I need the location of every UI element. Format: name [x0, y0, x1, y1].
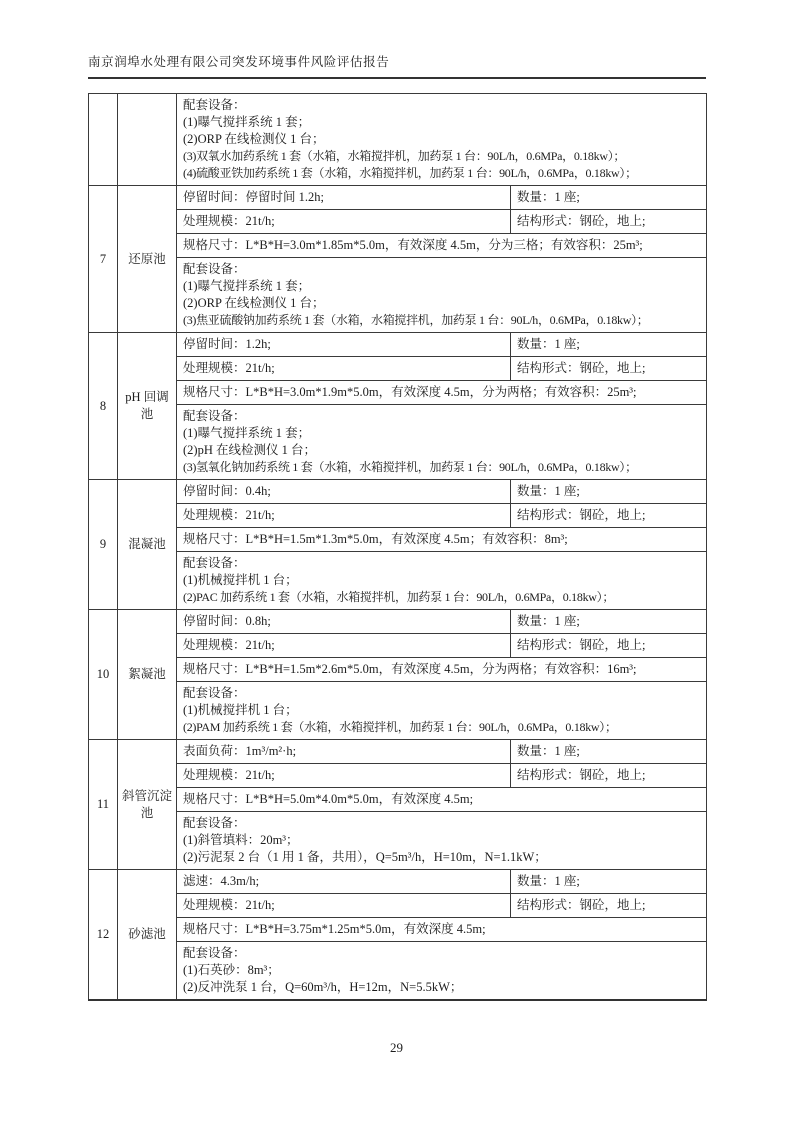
- capacity-cell: 处理规模：21t/h;: [177, 764, 511, 788]
- equipment-cell: [177, 405, 707, 480]
- equipment-cell: [177, 682, 707, 740]
- structure-cell: 结构形式：钢砼，地上;: [511, 894, 707, 918]
- capacity-cell: 处理规模：21t/h;: [177, 894, 511, 918]
- spec-cell: 规格尺寸：L*B*H=5.0m*4.0m*5.0m，有效深度 4.5m;: [177, 788, 707, 812]
- equipment-line: (4)硫酸亚铁加药系统 1 套（水箱，水箱搅拌机，加药泵 1 台：90L/h，0.6MPa，0.18kw）；: [183, 166, 637, 180]
- equipment-line: (2)反冲洗泵 1 台，Q=60m³/h，H=12m，N=5.5kW；: [183, 980, 463, 994]
- param-cell: 停留时间：停留时间 1.2h;: [177, 186, 511, 210]
- equipment-line: (1)曝气搅拌系统 1 套；: [183, 279, 311, 293]
- table-row: [89, 552, 707, 610]
- table-row: [89, 764, 707, 788]
- spec-cell: 规格尺寸：L*B*H=3.0m*1.9m*5.0m，有效深度 4.5m，分为两格；有效容积：25m³;: [177, 381, 707, 405]
- table-row: [89, 610, 707, 634]
- quantity-cell: 数量：1 座;: [511, 186, 707, 210]
- structure-cell: 结构形式：钢砼，地上;: [511, 764, 707, 788]
- capacity-cell: 处理规模：21t/h;: [177, 210, 511, 234]
- capacity-cell: 处理规模：21t/h;: [177, 504, 511, 528]
- equipment-cell: [177, 258, 707, 333]
- equipment-cell: [177, 552, 707, 610]
- equipment-line: (2)pH 在线检测仪 1 台；: [183, 443, 316, 457]
- equipment-line: 配套设备：: [183, 816, 246, 830]
- capacity-cell: 处理规模：21t/h;: [177, 357, 511, 381]
- quantity-cell: 数量：1 座;: [511, 870, 707, 894]
- spec-cell: 规格尺寸：L*B*H=3.0m*1.85m*5.0m，有效深度 4.5m，分为三格；有效容积：25m³;: [177, 234, 707, 258]
- report-header: 南京润埠水处理有限公司突发环境事件风险评估报告: [88, 52, 706, 79]
- pool-name: 砂滤池: [118, 870, 177, 1001]
- equipment-line: (2)ORP 在线检测仪 1 台；: [183, 132, 325, 146]
- pool-name: 还原池: [118, 186, 177, 333]
- table-row: [89, 333, 707, 357]
- table-row: [89, 528, 707, 552]
- equipment-cell: [177, 812, 707, 870]
- table-row: [89, 405, 707, 480]
- equipment-line: (2)PAM 加药系统 1 套（水箱，水箱搅拌机，加药泵 1 台：90L/h，0.6MPa，0.18kw）；: [183, 720, 617, 734]
- table-row: [89, 234, 707, 258]
- pool-name: 絮凝池: [118, 610, 177, 740]
- equipment-line: (2)污泥泵 2 台（1 用 1 备，共用），Q=5m³/h，H=10m，N=1.1kW；: [183, 850, 547, 864]
- table-row: [89, 942, 707, 1001]
- row-number: 9: [89, 480, 118, 610]
- spec-cell: 规格尺寸：L*B*H=1.5m*2.6m*5.0m，有效深度 4.5m，分为两格；有效容积：16m³;: [177, 658, 707, 682]
- param-cell: 停留时间：1.2h;: [177, 333, 511, 357]
- equipment-line: 配套设备：: [183, 409, 246, 423]
- equipment-line: (3)双氧水加药系统 1 套（水箱，水箱搅拌机，加药泵 1 台：90L/h，0.6MPa，0.18kw）；: [183, 149, 626, 163]
- equipment-line: (1)斜管填料：20m³；: [183, 833, 299, 847]
- quantity-cell: 数量：1 座;: [511, 333, 707, 357]
- row-number: 10: [89, 610, 118, 740]
- table-row: [89, 381, 707, 405]
- param-cell: 停留时间：0.4h;: [177, 480, 511, 504]
- spec-cell: 规格尺寸：L*B*H=1.5m*1.3m*5.0m，有效深度 4.5m；有效容积：8m³;: [177, 528, 707, 552]
- table-row: [89, 918, 707, 942]
- pool-name: 混凝池: [118, 480, 177, 610]
- equipment-line: (3)焦亚硫酸钠加药系统 1 套（水箱，水箱搅拌机，加药泵 1 台：90L/h，0.6MPa，0.18kw）；: [183, 313, 649, 327]
- row-number: 8: [89, 333, 118, 480]
- row-number-empty: [89, 94, 118, 186]
- structure-cell: 结构形式：钢砼，地上;: [511, 634, 707, 658]
- spec-cell: 规格尺寸：L*B*H=3.75m*1.25m*5.0m，有效深度 4.5m;: [177, 918, 707, 942]
- continuation-row: [89, 94, 707, 186]
- equipment-cell: [177, 94, 707, 186]
- equipment-spec-table: [88, 93, 707, 1001]
- table-row: [89, 740, 707, 764]
- equipment-line: (2)ORP 在线检测仪 1 台；: [183, 296, 325, 310]
- table-row: [89, 480, 707, 504]
- quantity-cell: 数量：1 座;: [511, 610, 707, 634]
- structure-cell: 结构形式：钢砼，地上;: [511, 504, 707, 528]
- page-number: 29: [390, 1040, 403, 1055]
- equipment-line: 配套设备：: [183, 556, 246, 570]
- structure-cell: 结构形式：钢砼，地上;: [511, 357, 707, 381]
- pool-name-empty: [118, 94, 177, 186]
- param-cell: 停留时间：0.8h;: [177, 610, 511, 634]
- table-row: [89, 357, 707, 381]
- pool-name: pH 回调池: [118, 333, 177, 480]
- pool-name: 斜管沉淀池: [118, 740, 177, 870]
- row-number: 12: [89, 870, 118, 1001]
- equipment-line: (3)氢氧化钠加药系统 1 套（水箱，水箱搅拌机，加药泵 1 台：90L/h，0.6MPa，0.18kw）；: [183, 460, 637, 474]
- table-row: [89, 894, 707, 918]
- table-row: [89, 788, 707, 812]
- table-row: [89, 812, 707, 870]
- quantity-cell: 数量：1 座;: [511, 740, 707, 764]
- table-row: [89, 682, 707, 740]
- equipment-line: 配套设备：: [183, 686, 246, 700]
- table-row: [89, 186, 707, 210]
- param-cell: 滤速：4.3m/h;: [177, 870, 511, 894]
- equipment-line: (1)曝气搅拌系统 1 套；: [183, 115, 311, 129]
- equipment-cell: [177, 942, 707, 1001]
- equipment-line: 配套设备：: [183, 98, 246, 112]
- equipment-line: (2)PAC 加药系统 1 套（水箱，水箱搅拌机，加药泵 1 台：90L/h，0.6MPa，0.18kw）；: [183, 590, 615, 604]
- table-row: [89, 210, 707, 234]
- row-number: 11: [89, 740, 118, 870]
- equipment-line: 配套设备：: [183, 946, 246, 960]
- table-row: [89, 658, 707, 682]
- param-cell: 表面负荷：1m³/m²·h;: [177, 740, 511, 764]
- quantity-cell: 数量：1 座;: [511, 480, 707, 504]
- equipment-line: 配套设备：: [183, 262, 246, 276]
- equipment-line: (1)机械搅拌机 1 台；: [183, 573, 298, 587]
- equipment-line: (1)石英砂：8m³；: [183, 963, 280, 977]
- table-row: [89, 634, 707, 658]
- capacity-cell: 处理规模：21t/h;: [177, 634, 511, 658]
- structure-cell: 结构形式：钢砼，地上;: [511, 210, 707, 234]
- equipment-line: (1)机械搅拌机 1 台；: [183, 703, 298, 717]
- table-row: [89, 504, 707, 528]
- row-number: 7: [89, 186, 118, 333]
- table-row: [89, 258, 707, 333]
- equipment-line: (1)曝气搅拌系统 1 套；: [183, 426, 311, 440]
- table-row: [89, 870, 707, 894]
